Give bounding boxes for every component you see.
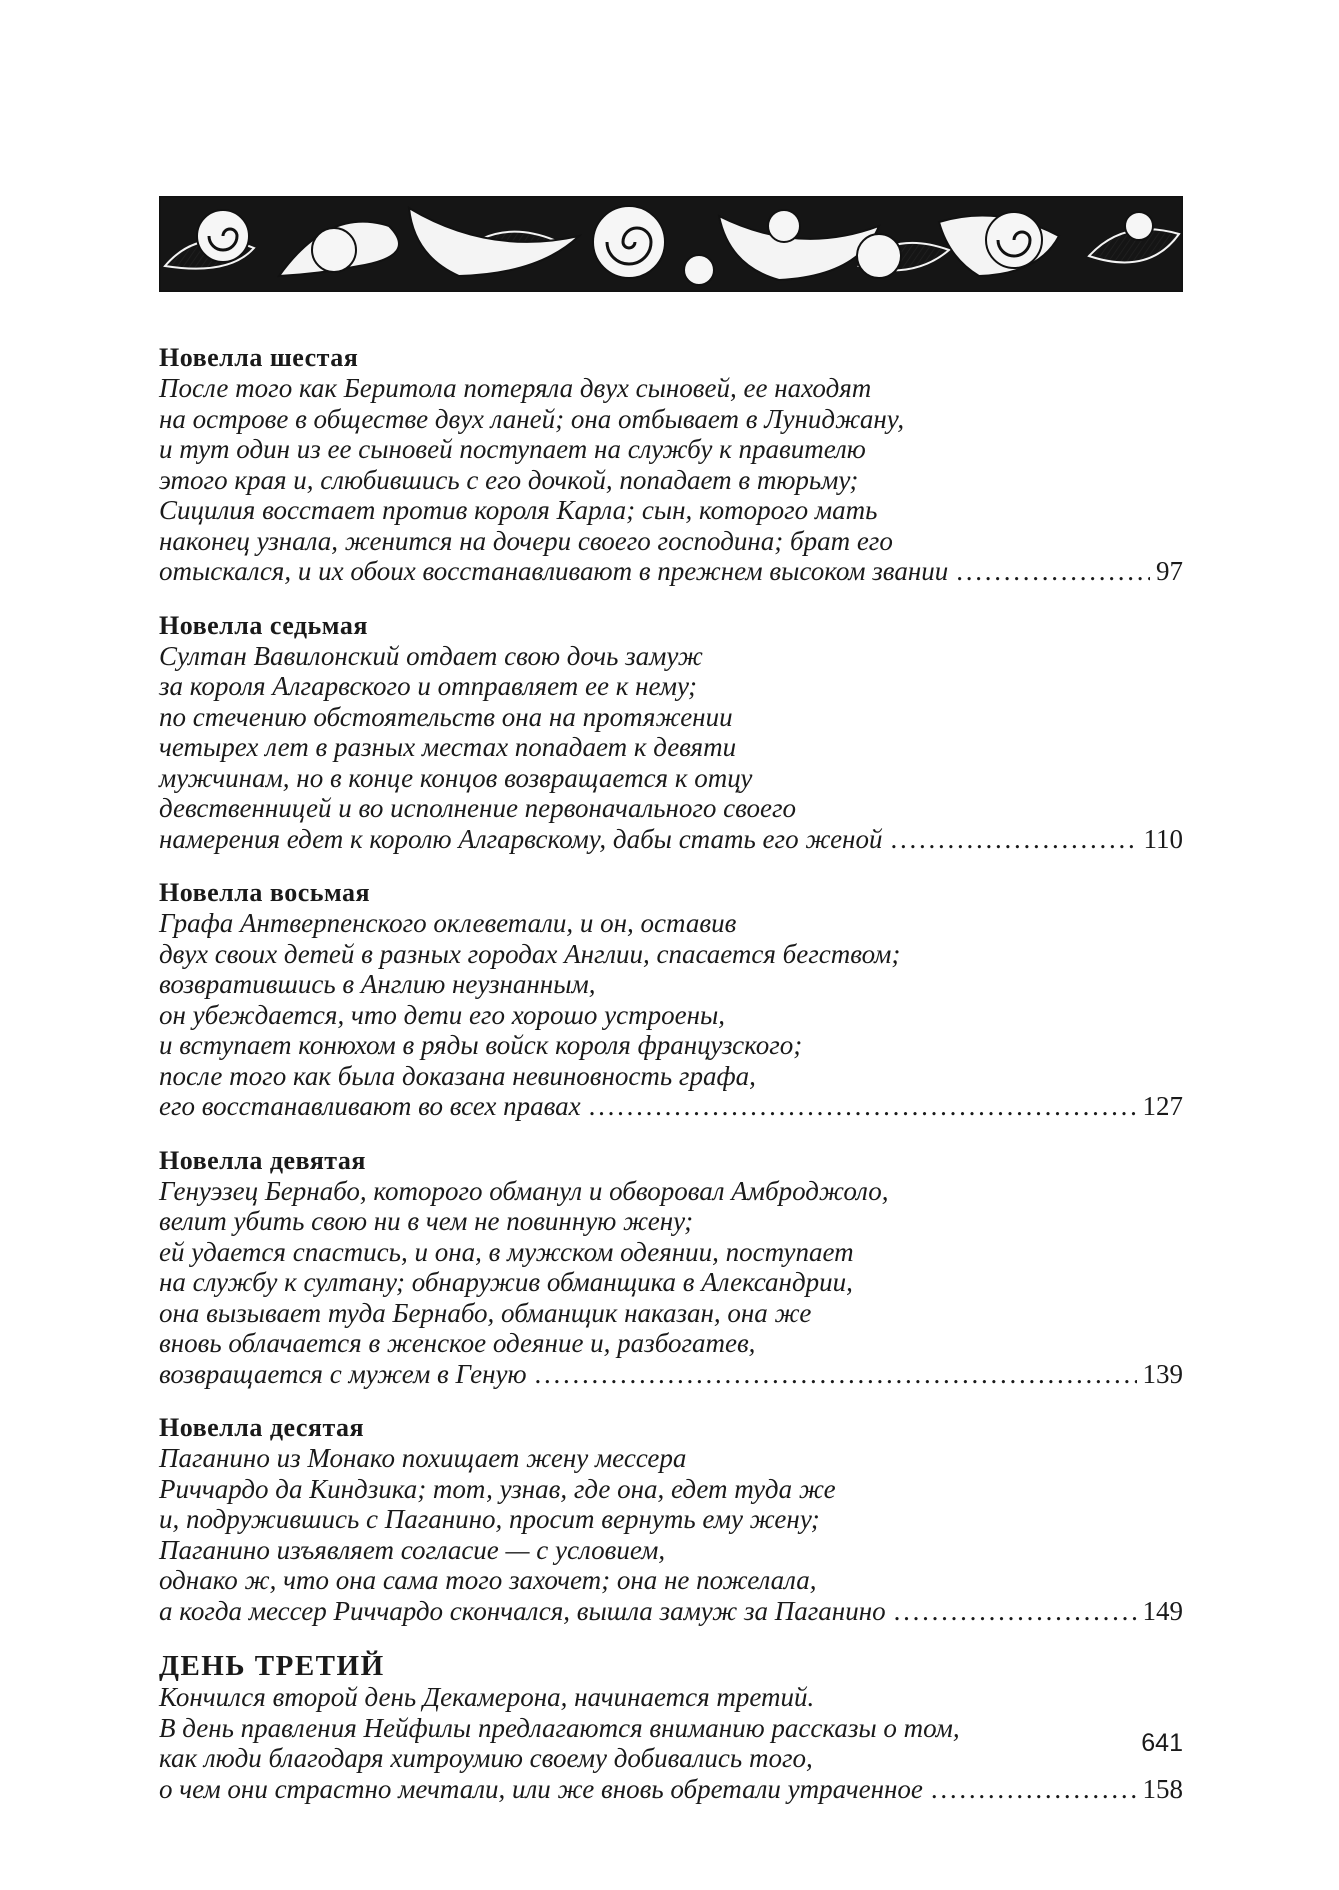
description-line: Риччардо да Киндзика; тот, узнав, где она, едет туда же [159,1473,836,1504]
toc-entry[interactable] [159,878,1183,1122]
entry-title: Новелла девятая [159,1145,366,1175]
description-line: велит убить свою ни в чем не повинную жену; [159,1206,694,1236]
page-number: 149 [1142,1595,1183,1626]
description-line: этого края и, слюбившись с его дочкой, попадает в тюрьму; [159,464,859,495]
description-line: вновь облачается в женское одеяние и, разбогатев, [159,1328,756,1358]
folio-page-number: 641 [1141,1729,1183,1757]
description-line: мужчинам, но в конце концов возвращается к отцу [159,762,753,793]
description-line: и, подружившись с Паганино, просит вернуть ему жену; [159,1504,820,1534]
description-line: Султан Вавилонский отдает свою дочь замуж [159,640,703,671]
description-line: Кончился второй день Декамерона, начинается третий. [159,1682,815,1712]
day-title: ДЕНЬ ТРЕТИЙ [159,1650,385,1682]
description-line: за короля Алгарвского и отправляет ее к нему; [159,671,697,701]
description-line: четырех лет в разных местах попадает к девяти [159,732,737,762]
description-last-line [159,1774,1183,1805]
description-last-line [159,1596,1183,1627]
entry-description [159,373,1183,587]
toc-entry[interactable] [159,343,1183,587]
description-line: на службу к султану; обнаружив обманщика в Александрии, [159,1267,853,1297]
description-last-line [159,1359,1183,1390]
entry-title: Новелла седьмая [159,610,368,640]
description-line: его восстанавливают во всех правах [159,1091,581,1121]
description-line: возвращается с мужем в Геную [159,1358,527,1389]
description-line: о чем они страстно мечтали, или же вновь обретали утраченное [159,1773,923,1804]
description-line: как люди благодаря хитроумию своему добивались того, [159,1743,813,1773]
description-line: и вступает конюхом в ряды войск короля французского; [159,1030,803,1060]
description-last-line [159,556,1183,587]
entry-title: Новелла шестая [159,343,359,372]
entry-description [159,1443,1183,1626]
description-line: возвратившись в Англию неузнанным, [159,969,596,999]
dot-leader [894,1596,1137,1627]
description-line: отыскался, и их обоих восстанавливают в прежнем высоком звании [159,556,949,586]
page-number: 139 [1142,1358,1183,1389]
page-number: 97 [1156,556,1183,586]
dot-leader [589,1091,1137,1122]
description-line: намерения едет к королю Алгарвскому, дабы стать его женой [159,823,883,854]
toc-entry[interactable] [159,1413,1183,1626]
description-line: В день правления Нейфилы предлагаются вниманию рассказы о том, [159,1712,960,1743]
entry-title: Новелла восьмая [159,878,371,907]
description-line: двух своих детей в разных городах Англии, спасается бегством; [159,938,901,969]
entry-title: Новелла десятая [159,1413,365,1442]
dot-leader [956,556,1150,587]
description-last-line [159,824,1183,855]
description-line: После того как Беритола потеряла двух сыновей, ее находят [159,373,872,403]
description-line: а когда мессер Риччардо скончался, вышла замуж за Паганино [159,1595,886,1626]
description-line: по стечению обстоятельств она на протяжении [159,701,733,732]
toc-entry[interactable] [159,1146,1183,1390]
page-number: 110 [1143,823,1183,854]
description-line: Сицилия восстает против короля Карла; сын, которого мать [159,495,878,525]
description-line: девственницей и во исполнение первоначального своего [159,793,797,823]
description-line: ей удается спастись, и она, в мужском одеянии, поступает [159,1236,854,1267]
description-line: наконец узнала, женится на дочери своего господина; брат его [159,525,893,556]
dot-leader [890,824,1137,855]
page-number: 158 [1142,1773,1183,1804]
description-line: после того как была доказана невиновность графа, [159,1060,756,1091]
description-line: Паганино из Монако похищает жену мессера [159,1443,687,1473]
description-line: Генуэзец Бернабо, которого обманул и обворовал Амброджоло, [159,1175,889,1206]
table-of-contents [159,343,1183,1828]
dot-leader [534,1359,1136,1390]
description-line: Паганино изъявляет согласие — с условием, [159,1534,666,1565]
page-number: 127 [1142,1091,1183,1121]
toc-entry-day[interactable] [159,1650,1183,1804]
description-line: она вызывает туда Бернабо, обманщик наказан, она же [159,1297,812,1328]
description-line: Графа Антверпенского оклеветали, и он, оставив [159,908,737,938]
description-line: однако ж, что она сама того захочет; она не пожелала, [159,1565,817,1595]
entry-description [159,1176,1183,1390]
entry-description [159,1682,1183,1804]
dot-leader [931,1774,1137,1805]
description-line: и тут один из ее сыновей поступает на службу к правителю [159,434,866,464]
description-line: на острове в обществе двух ланей; она отбывает в Луниджану, [159,403,905,434]
description-line: он убеждается, что дети его хорошо устроены, [159,999,726,1030]
description-last-line [159,1091,1183,1122]
entry-description [159,641,1183,855]
toc-entry[interactable] [159,611,1183,855]
floral-ornament-banner [159,196,1183,292]
entry-description [159,908,1183,1122]
